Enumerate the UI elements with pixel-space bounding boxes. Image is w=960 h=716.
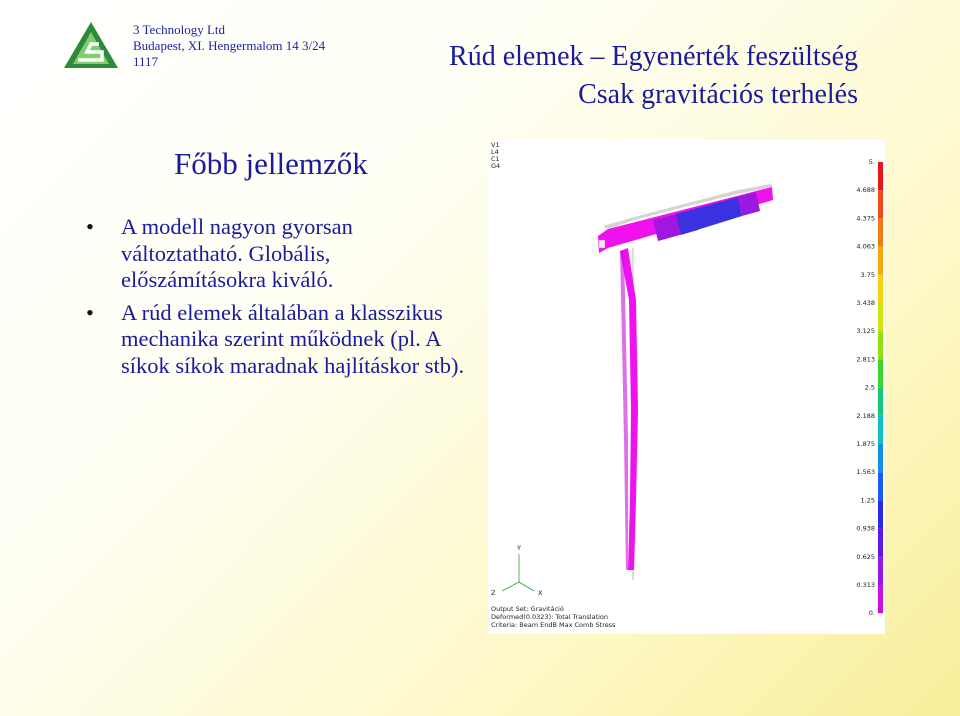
scale-color-band — [878, 331, 883, 359]
view-label: V1 — [491, 141, 500, 149]
beam-segment — [676, 197, 742, 235]
title-line-1: Rúd elemek – Egyenérték feszültség — [449, 41, 858, 72]
bullet-item: • A modell nagyon gyorsan változtatható. Globális, előszámításokra kiváló. — [86, 214, 476, 294]
scale-color-band — [878, 218, 883, 246]
scale-tick-label: 1.875 — [856, 440, 875, 448]
company-logo — [62, 20, 120, 70]
view-label: C1 — [491, 155, 500, 163]
scale-tick-label: 5. — [868, 158, 875, 166]
title-line-2: Csak gravitációs terhelés — [578, 79, 858, 110]
scale-tick-label: 0.313 — [856, 581, 875, 589]
scale-color-band — [878, 388, 883, 416]
scale-color-band — [878, 529, 883, 557]
scale-color-band — [878, 275, 883, 303]
scale-tick-label: 2.188 — [856, 411, 875, 420]
view-label: L4 — [491, 148, 499, 156]
scale-tick-label: 0.625 — [856, 552, 875, 561]
scale-tick-label: 4.063 — [856, 242, 875, 251]
company-info — [133, 22, 325, 70]
color-scale — [856, 158, 883, 617]
fea-plot — [488, 140, 885, 634]
scale-color-band — [878, 162, 883, 190]
beam-end-node — [599, 240, 605, 248]
fea-result-figure — [488, 140, 885, 634]
scale-color-band — [878, 557, 883, 585]
section-heading: Főbb jellemzők — [174, 146, 368, 181]
coordinate-axes — [491, 544, 543, 597]
output-criteria-line: Criteria: Beam EndB Max Comb Stress — [491, 621, 616, 629]
scale-color-band — [878, 190, 883, 218]
scale-color-band — [878, 585, 883, 613]
scale-tick-label: 2.813 — [856, 355, 875, 364]
scale-tick-label: 3.438 — [856, 299, 875, 307]
bullet-item: • A rúd elemek általában a klasszikus mechanika szerint működnek (pl. A síkok síkok maradnak hajlításkor stb). — [86, 300, 476, 380]
scale-color-band — [878, 416, 883, 444]
axis-y-label: Y — [517, 544, 521, 552]
scale-color-band — [878, 359, 883, 387]
axis-x-label: X — [538, 589, 543, 597]
scale-color-band — [878, 303, 883, 331]
scale-tick-label: 1.25 — [860, 496, 875, 505]
bullet-list — [86, 214, 476, 385]
scale-tick-label: 3.125 — [856, 327, 875, 336]
scale-tick-label: 2.5 — [864, 383, 875, 392]
scale-color-band — [878, 472, 883, 500]
company-postcode: 1117 — [133, 54, 159, 69]
axis-z-label: Z — [491, 589, 496, 597]
scale-color-band — [878, 500, 883, 528]
scale-tick-label: 4.375 — [856, 214, 875, 223]
scale-tick-label: 0. — [868, 609, 875, 618]
scale-color-band — [878, 247, 883, 275]
scale-tick-label: 0.938 — [856, 524, 875, 533]
output-set-line: Output Set: Gravitáció — [491, 605, 564, 613]
slide-title — [449, 38, 858, 114]
view-label: G4 — [491, 162, 501, 170]
scale-tick-label: 4.688 — [856, 186, 875, 195]
output-deformed-line: Deformed(0.0323): Total Translation — [491, 613, 609, 621]
company-name: 3 Technology Ltd — [133, 22, 226, 37]
scale-color-band — [878, 444, 883, 472]
column-shade — [620, 250, 628, 570]
scale-tick-label: 1.563 — [856, 468, 875, 477]
company-address: Budapest, XI. Hengermalom 14 3/24 — [133, 38, 326, 53]
scale-tick-label: 3.75 — [860, 270, 875, 279]
